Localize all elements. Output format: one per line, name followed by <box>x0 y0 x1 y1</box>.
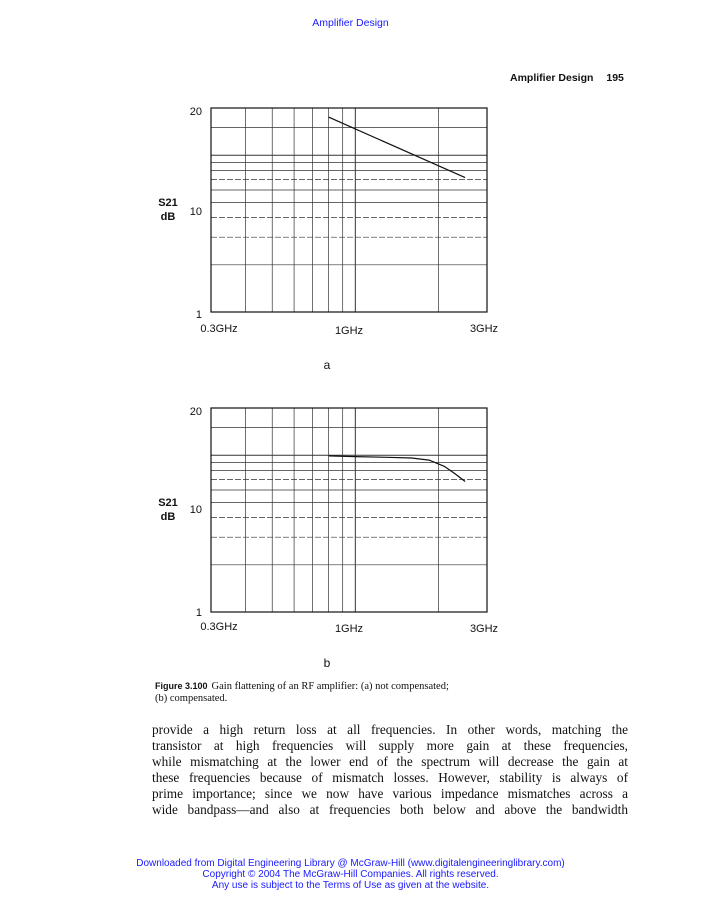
ytick-b-10: 10 <box>189 504 202 516</box>
running-head <box>510 72 624 84</box>
ytick-a-20: 20 <box>189 106 202 118</box>
ytick-a-10: 10 <box>189 206 202 218</box>
series-line-b-0 <box>329 456 466 482</box>
figure-caption <box>155 680 515 705</box>
page-number: 195 <box>606 72 624 84</box>
ytick-a-1: 1 <box>195 309 202 321</box>
body-paragraph <box>152 722 628 818</box>
ylabel-a-db: dB <box>160 211 176 223</box>
chart-b <box>150 400 510 640</box>
footer-copyright[interactable]: Copyright © 2004 The McGraw-Hill Companies. All rights reserved. <box>202 869 499 880</box>
footer-terms-link[interactable]: Any use is subject to the Terms of Use as given at the website. <box>211 880 490 891</box>
body-line: while mismatching at the lower end of the spectrum will decrease the gain at <box>152 754 628 769</box>
ytick-b-1: 1 <box>195 607 202 619</box>
xtick-a-1: 1GHz <box>334 325 364 337</box>
body-line: transistor at high frequencies will supply more gain at these frequencies, <box>152 738 628 753</box>
panel-label-a: a <box>323 358 331 372</box>
ytick-b-20: 20 <box>189 406 202 418</box>
xtick-b-0: 0.3GHz <box>200 621 238 633</box>
plot-frame-a <box>211 108 487 312</box>
xtick-b-1: 1GHz <box>334 623 364 635</box>
caption-line-2: (b) compensated. <box>155 693 228 704</box>
ylabel-b-s21: S21 <box>158 497 178 509</box>
chart-a <box>150 100 510 340</box>
caption-line-1: Gain flattening of an RF amplifier: (a) not compensated; <box>211 681 449 692</box>
figure-number: Figure 3.100 <box>155 681 208 691</box>
body-line: prime importance; since we now have various impedance mismatches across a <box>152 786 628 801</box>
footer-download-link[interactable]: Downloaded from Digital Engineering Library @ McGraw-Hill (www.digitalengineeringlibrary.com) <box>136 858 565 869</box>
ylabel-a-s21: S21 <box>158 197 178 209</box>
panel-label-b: b <box>323 656 331 670</box>
footer <box>0 858 701 891</box>
xtick-a-2: 3GHz <box>469 323 499 335</box>
grid-b <box>211 408 487 612</box>
running-head-title: Amplifier Design <box>510 72 594 84</box>
top-link[interactable]: Amplifier Design <box>312 17 389 29</box>
series-line-a-0 <box>329 117 466 178</box>
xtick-b-2: 3GHz <box>469 623 499 635</box>
plot-frame-b <box>211 408 487 612</box>
body-line: wide bandpass—and also at frequencies both below and above the bandwidth <box>152 802 628 817</box>
body-line: provide a high return loss at all frequencies. In other words, matching the <box>152 722 628 737</box>
grid-a <box>211 108 487 312</box>
ylabel-b-db: dB <box>160 511 176 523</box>
body-line: these frequencies because of mismatch losses. However, stability is always of <box>152 770 628 785</box>
xtick-a-0: 0.3GHz <box>200 323 238 335</box>
